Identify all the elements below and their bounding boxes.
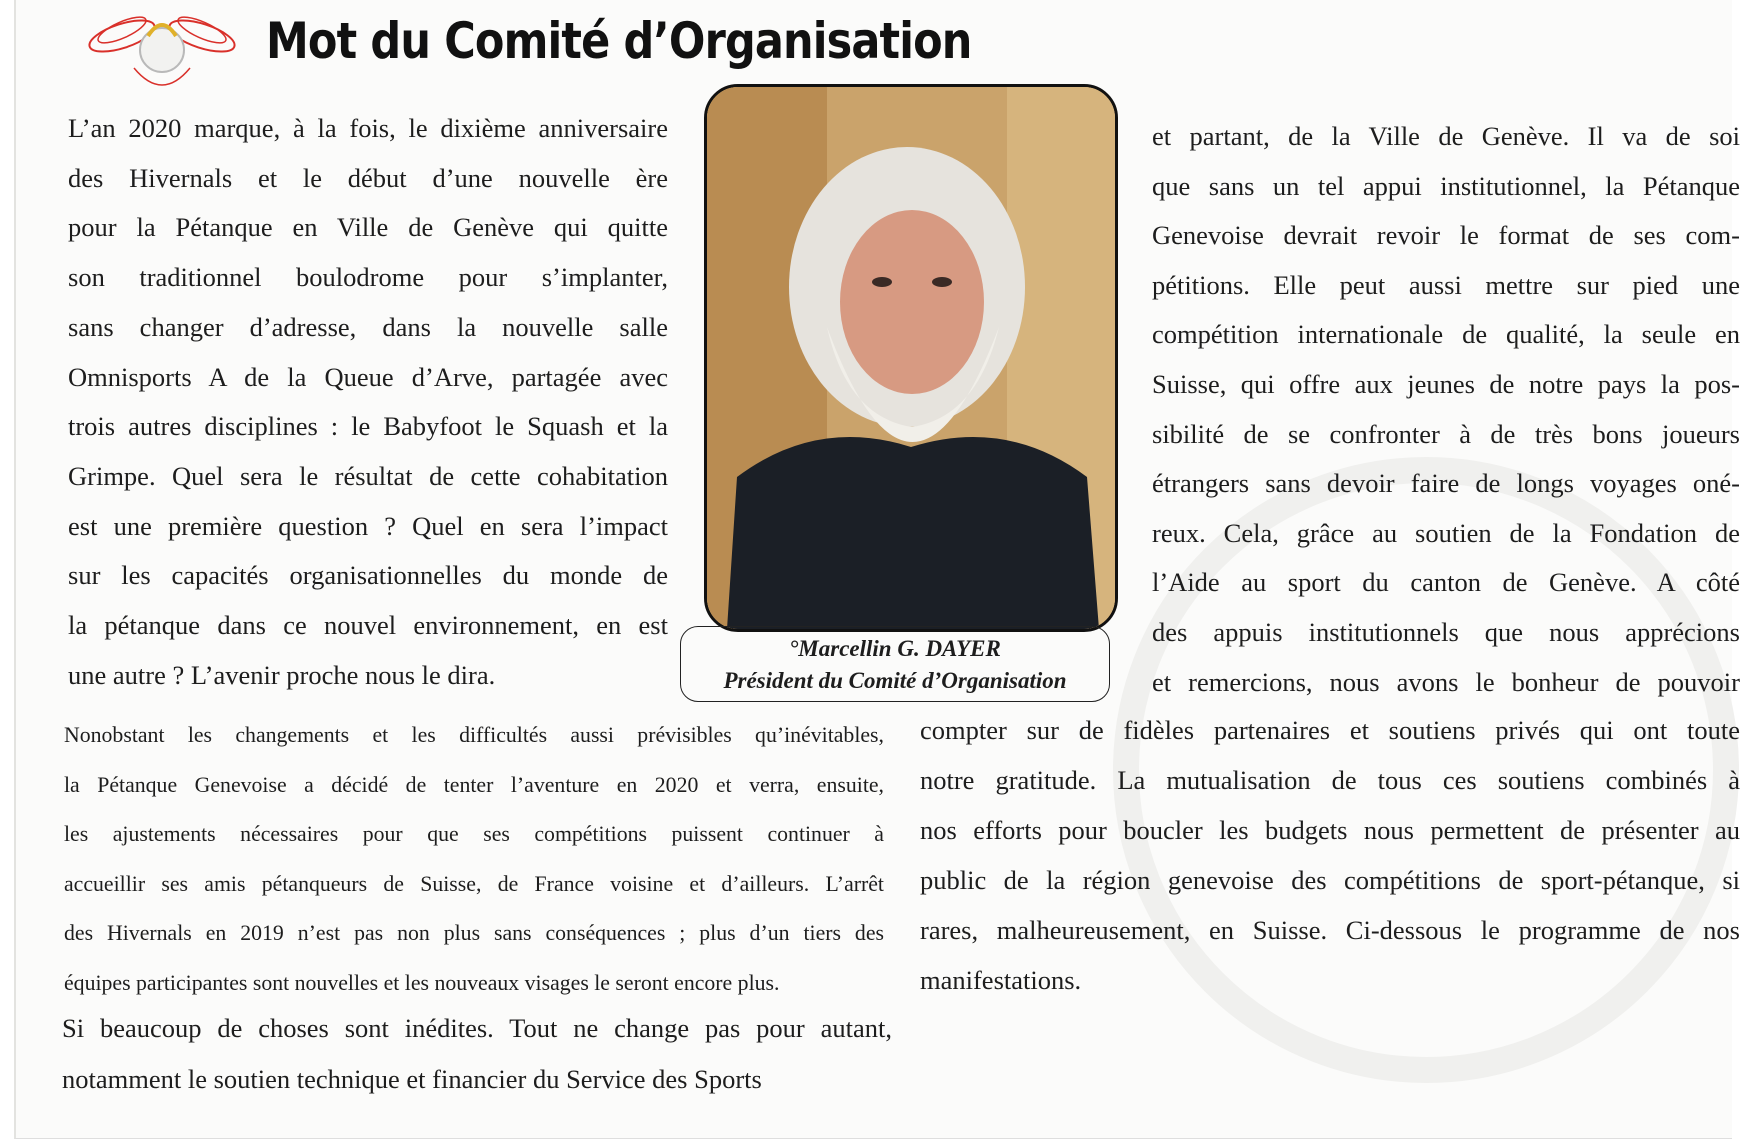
left-lower-text [64, 711, 884, 1008]
page-title: Mot du Comité d’Organisation [266, 12, 972, 70]
president-photo [704, 84, 1118, 632]
left-column-text [68, 104, 668, 700]
text-line: notre gratitude. La mutualisation de tous ces soutiens combinés à [920, 765, 1740, 795]
text-line: sibilité de se confronter à de très bons joueurs [1152, 418, 1740, 449]
caption-name: °Marcellin G. DAYER [789, 636, 1001, 661]
text-line: notamment le soutien technique et financier du Service des Sports [62, 1064, 762, 1094]
text-line: public de la région genevoise des compétitions de sport-pétanque, si [920, 865, 1740, 895]
text-line: pour la Pétanque en Ville de Genève qui quitte [68, 212, 668, 243]
text-line: l’Aide au sport du canton de Genève. A côté [1152, 567, 1740, 598]
text-line: la Pétanque Genevoise a décidé de tenter l’aventure en 2020 et verra, ensuite, [64, 772, 884, 797]
text-line: et remercions, nous avons le bonheur de pouvoir [1152, 666, 1740, 697]
text-line: trois autres disciplines : le Babyfoot le Squash et la [68, 411, 668, 442]
text-line: Omnisports A de la Queue d’Arve, partagée avec [68, 361, 668, 392]
text-line: rares, malheureusement, en Suisse. Ci-dessous le programme de nos [920, 915, 1740, 945]
text-line: pétitions. Elle peut aussi mettre sur pied une [1152, 269, 1740, 300]
text-line: nos efforts pour boucler les budgets nous permettent de présenter au [920, 815, 1740, 845]
text-line: reux. Cela, grâce au soutien de la Fondation de [1152, 517, 1740, 548]
text-line: Grimpe. Quel sera le résultat de cette cohabitation [68, 460, 668, 491]
left-bottom-text [62, 1003, 892, 1105]
text-line: la pétanque dans ce nouvel environnement, en est [68, 610, 668, 641]
text-line: sur les capacités organisationnelles du monde de [68, 560, 668, 591]
text-line: des Hivernals et le début d’une nouvelle ère [68, 162, 668, 193]
text-line: est une première question ? Quel en sera l’impact [68, 510, 668, 541]
magazine-page [14, 0, 1740, 1139]
text-line: des Hivernals en 2019 n’est pas non plus sans conséquences ; plus d’un tiers des [64, 921, 884, 945]
text-line: Suisse, qui offre aux jeunes de notre pays la pos- [1152, 368, 1740, 399]
right-lower-text [920, 705, 1740, 1005]
text-line: sans changer d’adresse, dans la nouvelle salle [68, 311, 668, 342]
text-line: équipes participantes sont nouvelles et les nouveaux visages le seront encore plus. [64, 970, 780, 995]
text-line: son traditionnel boulodrome pour s’implanter, [68, 262, 668, 293]
text-line: que sans un tel appui institutionnel, la Pétanque [1152, 170, 1740, 201]
text-line: accueillir ses amis pétanqueurs de Suisse, de France voisine et d’ailleurs. L’arrêt [64, 871, 884, 896]
photo-caption [680, 626, 1110, 702]
text-line: Si beaucoup de choses sont inédites. Tout ne change pas pour autant, [62, 1013, 892, 1043]
right-column-text [1152, 112, 1740, 707]
text-line: Nonobstant les changements et les difficultés aussi prévisibles qu’inévitables, [64, 723, 884, 747]
petanque-genevoise-logo [82, 6, 242, 106]
caption-role: Président du Comité d’Organisation [723, 668, 1067, 693]
text-line: compétition internationale de qualité, la seule en [1152, 319, 1740, 350]
text-line: une autre ? L’avenir proche nous le dira. [68, 659, 496, 690]
text-line: les ajustements nécessaires pour que ses compétitions puissent continuer à [64, 822, 884, 846]
text-line: compter sur de fidèles partenaires et soutiens privés qui ont toute [920, 715, 1740, 745]
text-line: et partant, de la Ville de Genève. Il va de soi [1152, 121, 1740, 151]
text-line: Genevoise devrait revoir le format de ses com- [1152, 220, 1740, 251]
text-line: étrangers sans devoir faire de longs voyages oné- [1152, 468, 1740, 499]
text-line: L’an 2020 marque, à la fois, le dixième anniversaire [68, 113, 668, 143]
text-line: des appuis institutionnels que nous apprécions [1152, 616, 1740, 647]
text-line: manifestations. [920, 965, 1082, 995]
